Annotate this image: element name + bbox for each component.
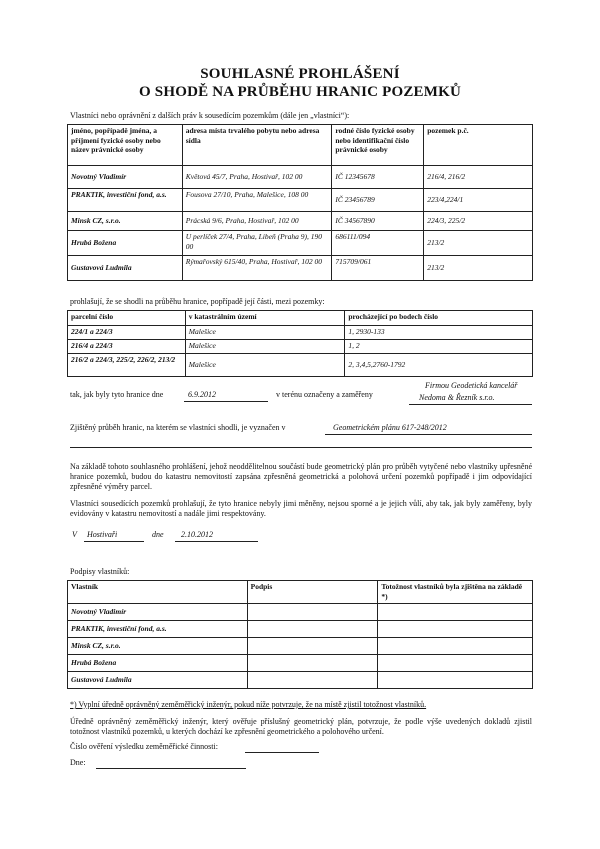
- owners-table-header: [68, 125, 533, 166]
- signature-owner: Hrubá Božena: [68, 655, 248, 672]
- owner-parcel: 213/2: [424, 231, 533, 256]
- date-field[interactable]: [96, 768, 246, 769]
- owners-table: [67, 124, 533, 281]
- signatures-table-row: [68, 604, 533, 621]
- owners-header-parcel: pozemek p.č.: [424, 125, 533, 166]
- owners-table-row: [68, 256, 533, 281]
- paragraph-verification: Úředně oprávněný zeměměřický inženýr, který ověřuje příslušný geometrický plán, potvrzuje, že podle výše uvedených dokladů zjistil totožnost vlastníků pozemků, u kterých dochází ke zpřesnění geometrického a polohového určení.: [70, 717, 532, 736]
- parcels-header-number: parcelní číslo: [68, 311, 186, 326]
- verify-label: Číslo ověření výsledku zeměměřické činnosti:: [70, 742, 218, 751]
- identity-cell[interactable]: [378, 604, 533, 621]
- signature-cell[interactable]: [247, 655, 378, 672]
- marked-firm-line2: Nedoma & Řezník s.r.o.: [419, 393, 495, 402]
- found-prefix: Zjištěný průběh hranic, na kterém se vlastníci shodli, je vyznačen v: [70, 423, 286, 432]
- footnote: *) Vyplní úředně oprávněný zeměměřický inženýr, pokud níže potvrzuje, že na místě zjistil totožnost vlastníků.: [70, 700, 427, 709]
- parcel-points: 1, 2930-133: [345, 326, 533, 340]
- found-value: Geometrickém plánu 617-248/2012: [333, 423, 447, 432]
- document-title-line1: SOUHLASNÉ PROHLÁŠENÍ: [200, 66, 400, 82]
- owners-table-row: [68, 212, 533, 231]
- signatures-header-owner: Vlastník: [68, 581, 248, 604]
- place-dne-label: dne: [152, 530, 164, 539]
- owner-id: 686111/094: [332, 231, 424, 256]
- signatures-table-row: [68, 638, 533, 655]
- owner-address: U perlíček 27/4, Praha, Libeň (Praha 9), 190 00: [182, 231, 332, 256]
- owners-header-name: jméno, popřípadě jména, a příjmení fyzické osoby nebo název právnické osoby: [68, 125, 183, 166]
- owners-header-id: rodné číslo fyzické osoby nebo identifikační číslo právnické osoby: [332, 125, 424, 166]
- identity-cell[interactable]: [378, 621, 533, 638]
- signature-owner: PRAKTIK, investiční fond, a.s.: [68, 621, 248, 638]
- signature-cell[interactable]: [247, 638, 378, 655]
- parcels-table-row: [68, 340, 533, 354]
- marked-date: 6.9.2012: [188, 390, 216, 399]
- verify-number-field[interactable]: [245, 752, 319, 753]
- identity-cell[interactable]: [378, 638, 533, 655]
- signature-cell[interactable]: [247, 621, 378, 638]
- document-title-line2: O SHODĚ NA PRŮBĚHU HRANIC POZEMKŮ: [138, 84, 462, 100]
- signatures-table-row: [68, 672, 533, 689]
- signatures-label: Podpisy vlastníků:: [70, 567, 130, 576]
- marked-middle: v terénu označeny a zaměřeny: [276, 390, 373, 399]
- marked-firm-line1: Firmou Geodetická kancelář: [425, 381, 518, 390]
- place-value: Hostivaři: [87, 530, 118, 539]
- parcels-header-points: procházející po bodech číslo: [345, 311, 533, 326]
- owners-table-row: [68, 189, 533, 212]
- paragraph-declaration: Vlastníci sousedících pozemků prohlašují, že tyto hranice nebyly jimi měněny, nejsou sporné a je jejich vůlí, aby tak, jak byly zaměřeny, byly evidovány v katastru nemovitostí a nadále jimi respektovány.: [70, 499, 532, 518]
- parcel-points: 1, 2: [345, 340, 533, 354]
- owner-parcel: 224/3, 225/2: [424, 212, 533, 231]
- found-underline-2: [70, 447, 532, 448]
- date-label: Dne:: [70, 758, 86, 767]
- owner-name: PRAKTIK, investiční fond, a.s.: [68, 189, 183, 212]
- parcel-number: 224/1 a 224/3: [68, 326, 186, 340]
- place-underline: [84, 541, 144, 542]
- owner-name: Novotný Vladimír: [68, 166, 183, 189]
- signatures-table-row: [68, 655, 533, 672]
- parcel-cadastral: Malešice: [185, 354, 345, 377]
- identity-cell[interactable]: [378, 655, 533, 672]
- owner-id: IČ 23456789: [332, 189, 424, 212]
- owner-address: Rýmařovský 615/40, Praha, Hostivař, 102 00: [182, 256, 332, 281]
- parcels-table-header: [68, 311, 533, 326]
- owners-header-address: adresa místa trvalého pobytu nebo adresa sídla: [182, 125, 332, 166]
- parcel-cadastral: Malešice: [185, 326, 345, 340]
- signature-owner: Gustavová Ludmila: [68, 672, 248, 689]
- marked-firm-underline: [409, 404, 532, 405]
- owner-name: Gustavová Ludmila: [68, 256, 183, 281]
- signature-owner: Minsk CZ, s.r.o.: [68, 638, 248, 655]
- parcels-header-cadastral: v katastrálním území: [185, 311, 345, 326]
- signatures-header-signature: Podpis: [247, 581, 378, 604]
- place-date-underline: [175, 541, 258, 542]
- parcel-cadastral: Malešice: [185, 340, 345, 354]
- parcel-number: 216/2 a 224/3, 225/2, 226/2, 213/2: [68, 354, 186, 377]
- owner-parcel: 223/4,224/1: [424, 189, 533, 212]
- owner-address: Fousova 27/10, Praha, Malešice, 108 00: [182, 189, 332, 212]
- parcels-table-row: [68, 354, 533, 377]
- owner-id: IČ 34567890: [332, 212, 424, 231]
- marked-prefix: tak, jak byly tyto hranice dne: [70, 390, 164, 399]
- owner-parcel: 216/4, 216/2: [424, 166, 533, 189]
- intro-text: Vlastníci nebo oprávnění z dalších práv k sousedícím pozemkům (dále jen „vlastníci“):: [70, 111, 350, 120]
- owners-table-row: [68, 231, 533, 256]
- paragraph-basis: Na základě tohoto souhlasného prohlášení, jehož neoddělitelnou součástí bude geometrický plán pro průběh vytyčené nebo vlastníky upřesněné hranice pozemků, budou do katastru nemovitostí zapsána zpřesněná geometrická a polohová určení pozemků popřípadě i jim odpovídající zpřesněné výměry parcel.: [70, 462, 532, 491]
- signature-cell[interactable]: [247, 672, 378, 689]
- owner-address: Květová 45/7, Praha, Hostivař, 102 00: [182, 166, 332, 189]
- parcel-points: 2, 3,4,5,2760-1792: [345, 354, 533, 377]
- identity-cell[interactable]: [378, 672, 533, 689]
- signatures-table: [67, 580, 533, 689]
- owners-table-row: [68, 166, 533, 189]
- owner-id: IČ 12345678: [332, 166, 424, 189]
- owner-name: Hrubá Božena: [68, 231, 183, 256]
- owner-parcel: 213/2: [424, 256, 533, 281]
- parcel-number: 216/4 a 224/3: [68, 340, 186, 354]
- found-underline: [325, 434, 532, 435]
- signatures-table-header: [68, 581, 533, 604]
- owner-address: Prácská 9/6, Praha, Hostivař, 102 00: [182, 212, 332, 231]
- signatures-header-identity: Totožnost vlastníků byla zjištěna na základě *): [378, 581, 533, 604]
- declare-text: prohlašují, že se shodli na průběhu hranice, popřípadě její části, mezi pozemky:: [70, 297, 325, 306]
- parcels-table: [67, 310, 533, 377]
- signature-owner: Novotný Vladimír: [68, 604, 248, 621]
- owner-id: 715709/061: [332, 256, 424, 281]
- owner-name: Minsk CZ, s.r.o.: [68, 212, 183, 231]
- parcels-table-row: [68, 326, 533, 340]
- place-date-value: 2.10.2012: [181, 530, 213, 539]
- signatures-table-row: [68, 621, 533, 638]
- place-v-label: V: [72, 530, 77, 539]
- marked-date-underline: [184, 401, 268, 402]
- signature-cell[interactable]: [247, 604, 378, 621]
